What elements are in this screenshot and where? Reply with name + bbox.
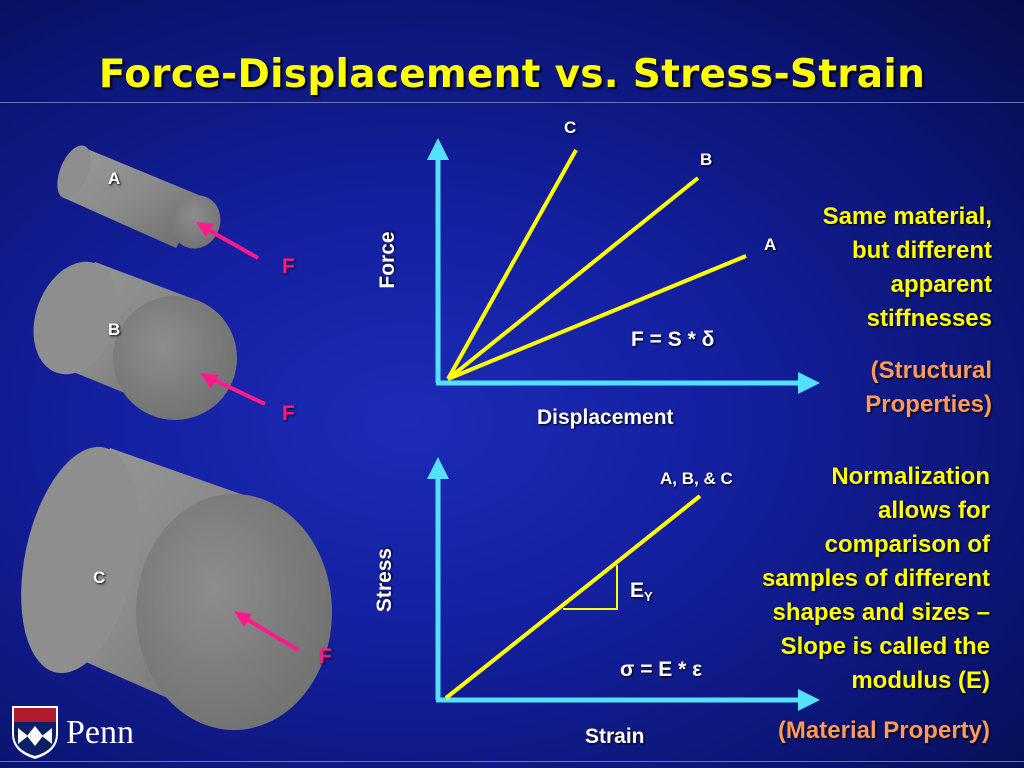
top-y-axis-label: Force: [376, 231, 399, 289]
force-label-a: F: [282, 255, 295, 278]
slide-title: Force-Displacement vs. Stress-Strain: [98, 52, 926, 97]
force-label-c: F: [319, 645, 332, 668]
force-arrow-a: [205, 228, 258, 258]
line-a-label: A: [764, 235, 777, 254]
side-text-1b-line: (Structural: [870, 357, 992, 384]
line-b-label: B: [700, 150, 713, 169]
side-text-2-line: Normalization: [831, 463, 990, 490]
bottom-y-axis-label: Stress: [373, 547, 396, 613]
side-text-structural: [752, 354, 992, 422]
side-text-1-line: apparent: [890, 271, 992, 298]
cylinder-a-label: A: [108, 169, 121, 188]
side-text-2-line: Slope is called the: [780, 633, 990, 660]
cylinder-a: [51, 141, 229, 256]
side-text-material: (Material Property): [777, 717, 990, 744]
penn-wordmark: Penn: [66, 714, 134, 751]
line-c-label: C: [564, 118, 577, 137]
side-text-2-line: samples of different: [761, 565, 990, 592]
line-c: [448, 150, 576, 379]
side-text-2-line: modulus (E): [851, 667, 990, 694]
force-label-b: F: [282, 402, 295, 425]
side-text-1b-line: Properties): [865, 391, 992, 418]
penn-shield-icon: [10, 704, 60, 760]
bottom-equation: σ = E * ε: [620, 658, 703, 681]
side-text-2-line: shapes and sizes –: [772, 599, 990, 626]
penn-logo: [10, 704, 160, 760]
top-equation: F = S * δ: [631, 328, 715, 351]
side-text-1-line: Same material,: [822, 203, 992, 230]
slope-subscript: Y: [644, 589, 653, 604]
side-text-2-line: comparison of: [824, 531, 990, 558]
side-text-normalization: [690, 460, 990, 698]
side-text-2-line: allows for: [877, 497, 990, 524]
line-a: [448, 256, 746, 379]
bottom-x-axis-label: Strain: [585, 725, 645, 748]
line-abc-label: A, B, & C: [660, 469, 733, 488]
cylinder-c-label: C: [93, 568, 106, 587]
top-x-axis-label: Displacement: [537, 406, 674, 429]
side-text-1-line: stiffnesses: [866, 305, 992, 332]
side-text-stiffness: [752, 200, 992, 336]
cylinder-b-label: B: [108, 320, 121, 339]
cylinder-c: [2, 436, 332, 730]
cylinder-b: [19, 250, 237, 420]
slope-label: $E_Y$: [630, 579, 653, 604]
side-text-1-line: but different: [852, 237, 992, 264]
